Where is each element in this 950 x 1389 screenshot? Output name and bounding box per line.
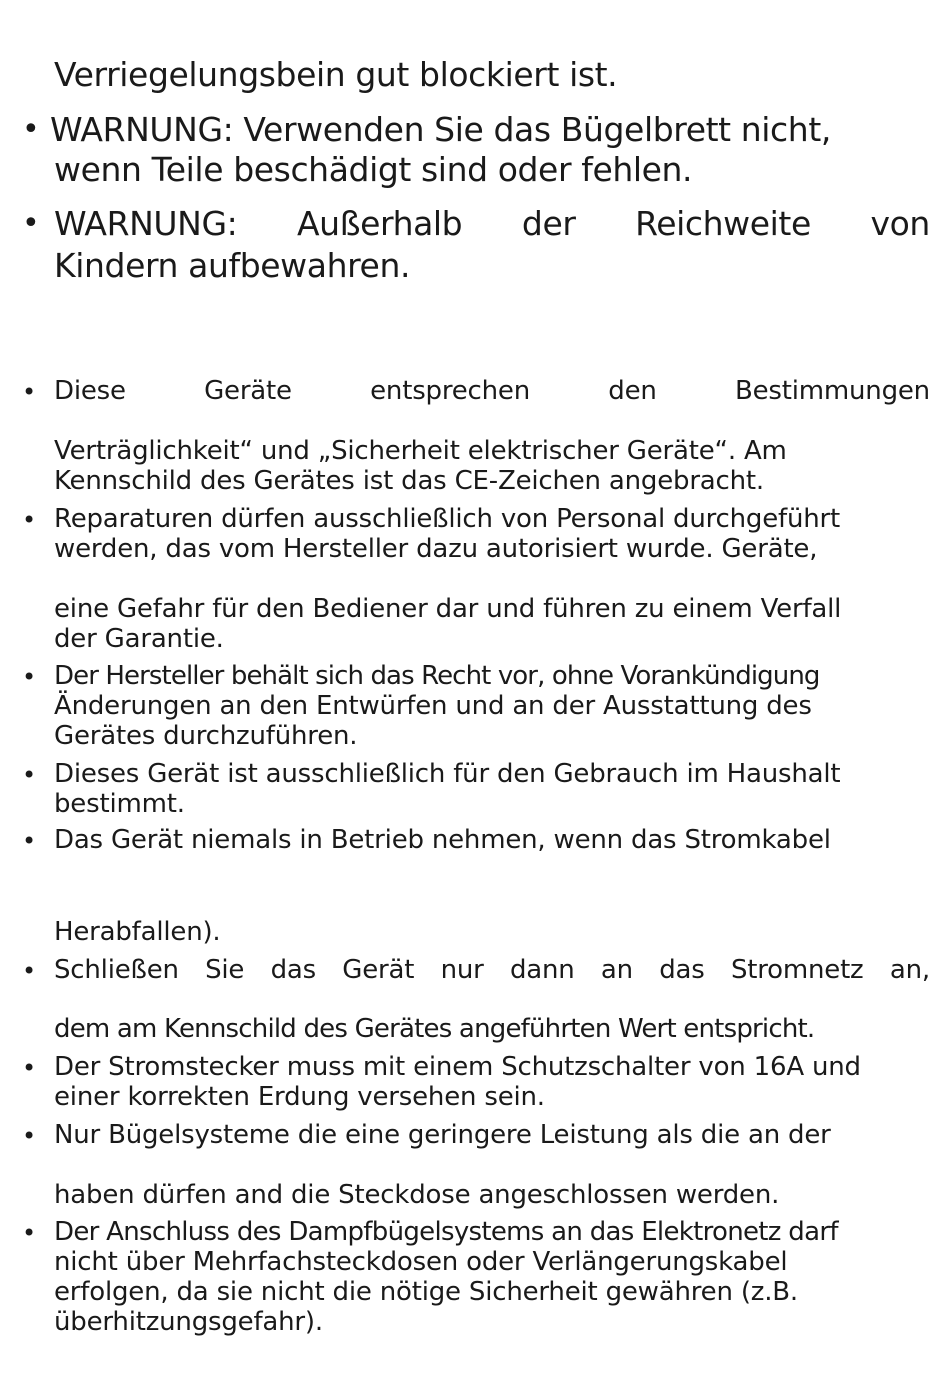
bullet-marker: •	[22, 506, 36, 534]
text-line: überhitzungsgefahr).	[54, 1307, 323, 1337]
bullet-marker: •	[22, 827, 36, 855]
text-line: Gerätes durchzuführen.	[54, 721, 358, 751]
text-line: Verträglichkeit“ und „Sicherheit elektrischer Geräte“. Am	[54, 436, 787, 466]
bullet-marker: •	[22, 957, 36, 985]
text-line-justified	[54, 957, 930, 983]
bullet-marker: •	[22, 663, 36, 691]
bullet-marker: •	[22, 1219, 36, 1247]
warning-line-justified	[54, 204, 930, 243]
text-line: erfolgen, da sie nicht die nötige Sicherheit gewähren (z.B.	[54, 1277, 798, 1307]
bullet-marker: •	[22, 761, 36, 789]
word: Diese	[54, 376, 126, 406]
text-line: Reparaturen dürfen ausschließlich von Personal durchgeführt	[54, 504, 841, 534]
text-line: Kennschild des Gerätes ist das CE-Zeichen angebracht.	[54, 466, 764, 496]
word: das	[659, 955, 705, 985]
text-line: haben dürfen and die Steckdose angeschlossen werden.	[54, 1180, 780, 1210]
word: den	[608, 376, 657, 406]
word: an,	[889, 955, 930, 985]
text-line: Nur Bügelsysteme die eine geringere Leistung als die an der	[54, 1120, 831, 1150]
warning-line: wenn Teile beschädigt sind oder fehlen.	[54, 150, 693, 189]
text-line: Herabfallen).	[54, 917, 221, 947]
bullet-marker: •	[22, 112, 40, 147]
word: entsprechen	[370, 376, 531, 406]
word: von	[870, 204, 930, 243]
text-line: einer korrekten Erdung versehen sein.	[54, 1082, 545, 1112]
text-line: Der Hersteller behält sich das Recht vor, ohne Vorankündigung	[54, 661, 820, 691]
word: Bestimmungen	[734, 376, 930, 406]
warning-line: WARNUNG: Verwenden Sie das Bügelbrett nicht,	[50, 110, 831, 149]
word: Außerhalb	[297, 204, 463, 243]
word: Reichweite	[635, 204, 811, 243]
text-line: Der Anschluss des Dampfbügelsystems an das Elektronetz darf	[54, 1217, 838, 1247]
word: das	[270, 955, 316, 985]
word: Sie	[205, 955, 245, 985]
text-line: dem am Kennschild des Gerätes angeführten Wert entspricht.	[54, 1014, 815, 1044]
bullet-marker: •	[22, 1054, 36, 1082]
word: WARNUNG:	[54, 204, 238, 243]
word: Geräte	[204, 376, 292, 406]
word: der	[521, 204, 576, 243]
text-line: eine Gefahr für den Bediener dar und führen zu einem Verfall	[54, 594, 842, 624]
text-line: werden, das vom Hersteller dazu autorisiert wurde. Geräte,	[54, 534, 818, 564]
text-line: Dieses Gerät ist ausschließlich für den Gebrauch im Haushalt	[54, 759, 841, 789]
text-line: Das Gerät niemals in Betrieb nehmen, wenn das Stromkabel	[54, 825, 831, 855]
text-line: Änderungen an den Entwürfen und an der Ausstattung des	[54, 691, 812, 721]
text-line: Der Stromstecker muss mit einem Schutzschalter von 16A und	[54, 1052, 861, 1082]
word: dann	[509, 955, 575, 985]
text-line: der Garantie.	[54, 624, 224, 654]
word: an	[600, 955, 633, 985]
word: nur	[440, 955, 484, 985]
text-line: nicht über Mehrfachsteckdosen oder Verlängerungskabel	[54, 1247, 788, 1277]
word: Gerät	[342, 955, 415, 985]
bullet-marker: •	[22, 1122, 36, 1150]
bullet-marker: •	[22, 378, 36, 406]
bullet-marker: •	[22, 206, 40, 241]
text-line: bestimmt.	[54, 789, 185, 819]
text-line-justified	[54, 378, 930, 404]
word: Schließen	[54, 955, 179, 985]
text-line: Verriegelungsbein gut blockiert ist.	[54, 55, 618, 94]
warning-line: Kindern aufbewahren.	[54, 246, 411, 285]
word: Stromnetz	[730, 955, 864, 985]
